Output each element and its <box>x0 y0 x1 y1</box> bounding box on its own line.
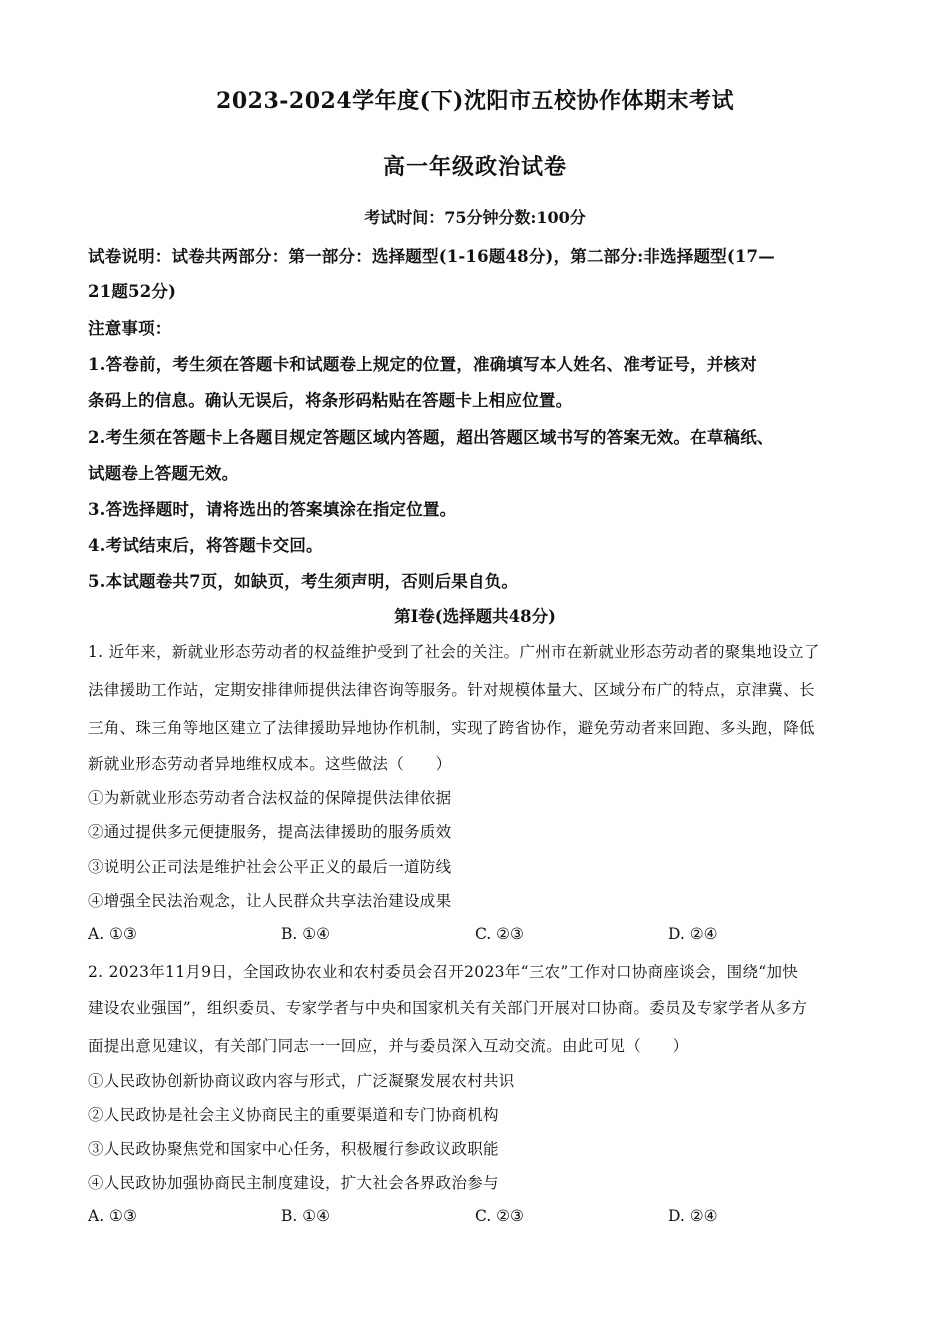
instruction-line: 2.考生须在答题卡上各题目规定答题区域内答题，超出答题区域书写的答案无效。在草稿纸、 <box>88 428 774 447</box>
question-1-stem-line: 1. 近年来，新就业形态劳动者的权益维护受到了社会的关注。广州市在新就业形态劳动者的聚集地设立了 <box>88 643 820 661</box>
question-2-item: ②人民政协是社会主义协商民主的重要渠道和专门协商机构 <box>88 1106 499 1124</box>
question-2-option-a: A. ①③ <box>88 1207 137 1225</box>
question-2-stem-line: 2. 2023年11月9日，全国政协农业和农村委员会召开2023年“三农”工作对口协商座谈会，围绕“加快 <box>88 963 799 981</box>
exam-subtitle: 高一年级政治试卷 <box>382 154 567 180</box>
question-2-item: ④人民政协加强协商民主制度建设，扩大社会各界政治参与 <box>88 1174 499 1192</box>
instruction-line: 5.本试题卷共7页，如缺页，考生须声明，否则后果自负。 <box>88 572 519 591</box>
instruction-line: 注意事项： <box>88 319 172 338</box>
instruction-line: 1.答卷前，考生须在答题卡和试题卷上规定的位置，准确填写本人姓名、准考证号，并核对 <box>88 355 757 374</box>
question-2-option-d: D. ②④ <box>668 1207 718 1225</box>
exam-title: 2023-2024学年度(下)沈阳市五校协作体期末考试 <box>216 88 734 114</box>
instruction-line: 条码上的信息。确认无误后，将条形码粘贴在答题卡上相应位置。 <box>88 391 573 410</box>
instruction-line: 21题52分) <box>88 282 177 301</box>
section-title: 第Ⅰ卷(选择题共48分) <box>394 607 556 626</box>
question-1-item: ②通过提供多元便捷服务，提高法律援助的服务质效 <box>88 823 452 841</box>
question-1-option-a: A. ①③ <box>88 925 137 943</box>
question-2-stem-line: 建设农业强国”，组织委员、专家学者与中央和国家机关有关部门开展对口协商。委员及专家学者从多方 <box>88 999 808 1017</box>
instruction-line: 4.考试结束后，将答题卡交回。 <box>88 536 323 555</box>
instruction-line: 试卷说明：试卷共两部分：第一部分：选择题型(1-16题48分)，第二部分:非选择题型(17— <box>88 247 775 266</box>
question-1-stem-line: 新就业形态劳动者异地维权成本。这些做法（ ） <box>88 755 452 773</box>
instruction-line: 3.答选择题时，请将选出的答案填涂在指定位置。 <box>88 500 457 519</box>
question-2-option-c: C. ②③ <box>475 1207 524 1225</box>
question-1-option-c: C. ②③ <box>475 925 524 943</box>
instruction-line: 试题卷上答题无效。 <box>88 464 239 483</box>
question-1-option-b: B. ①④ <box>281 925 331 943</box>
question-2-option-b: B. ①④ <box>281 1207 331 1225</box>
question-1-stem-line: 法律援助工作站，定期安排律师提供法律咨询等服务。针对规模体量大、区域分布广的特点，京津冀、长 <box>88 681 815 699</box>
question-2-item: ①人民政协创新协商议政内容与形式，广泛凝聚发展农村共识 <box>88 1072 515 1090</box>
question-1-item: ①为新就业形态劳动者合法权益的保障提供法律依据 <box>88 789 452 807</box>
question-1-item: ③说明公正司法是维护社会公平正义的最后一道防线 <box>88 858 452 876</box>
question-1-option-d: D. ②④ <box>668 925 718 943</box>
question-2-item: ③人民政协聚焦党和国家中心任务，积极履行参政议政职能 <box>88 1140 499 1158</box>
question-1-stem-line: 三角、珠三角等地区建立了法律援助异地协作机制，实现了跨省协作，避免劳动者来回跑、多头跑，降低 <box>88 719 815 737</box>
question-1-item: ④增强全民法治观念，让人民群众共享法治建设成果 <box>88 892 452 910</box>
exam-info: 考试时间：75分钟分数:100分 <box>364 208 586 227</box>
question-2-stem-line: 面提出意见建议，有关部门同志一一回应，并与委员深入互动交流。由此可见（ ） <box>88 1037 689 1055</box>
